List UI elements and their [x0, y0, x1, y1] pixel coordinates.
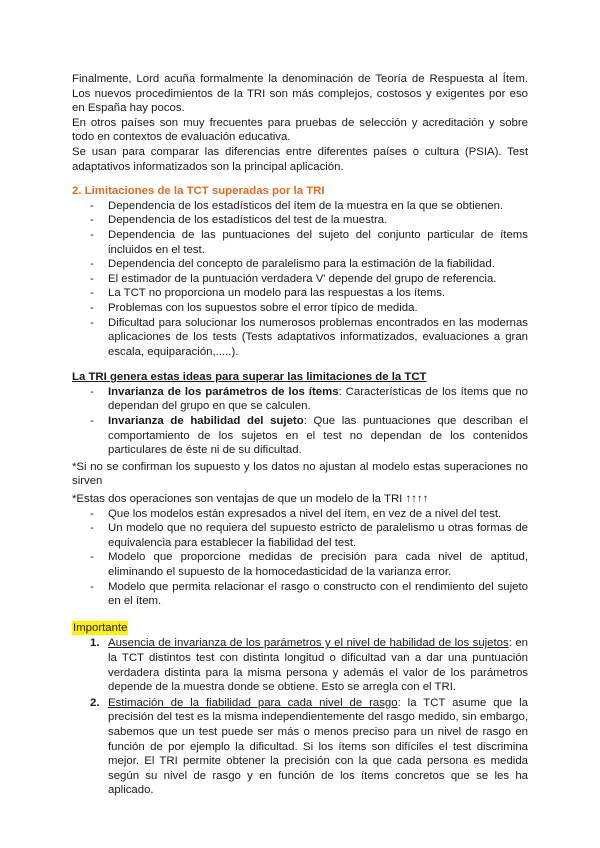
intro-paragraph: Se usan para comparar las diferencias entre diferentes países o cultura (PSIA). Test adaptativos informatizados son la principal aplicación. — [72, 145, 528, 173]
item-number: 1. — [90, 637, 100, 650]
list-item: - Un modelo que no requiera del supuesto estricto de paralelismo u otras formas de equivalencia para establecer la fiabilidad del test. — [72, 521, 528, 550]
list-item: - Dependencia de los estadísticos del test de la muestra. — [72, 213, 528, 228]
importante-label: Importante — [73, 621, 128, 634]
list-item: - Dependencia de los estadísticos del ítem de la muestra en la que se obtienen. — [72, 199, 528, 214]
list-item — [72, 414, 528, 458]
item-text: : la TCT asume que la precisión del test es la misma independientemente del rasgo medido, sin embargo, sabemos que un test puede ser más o menos preciso para un nivel de rasgo en función de por ejemplo la dificultad. Si los ítems son difíciles el test discrimina mejor. El TRI permite obtener la precisión con la que cada persona es medida según su nivel de rasgo y en función de los ítems concretos que se les ha aplicado. — [108, 696, 528, 797]
intro-paragraph: Finalmente, Lord acuña formalmente la denominación de Teoría de Respuesta al Ítem. Los nuevos procedimientos de la TRI son más complejos, costosos y exigentes por eso en España hay pocos. — [72, 73, 528, 115]
importante-list — [72, 636, 528, 798]
list-item — [72, 385, 528, 414]
list-item: - Dependencia del concepto de paralelismo para la estimación de la fiabilidad. — [72, 257, 528, 272]
item-text: : en la TCT distintos test con distinta longitud o dificultad van a dar una puntuación verdadera distinta para la misma persona y además el valor de los parámetros depende de la muestra donde se obtiene. Esto se arregla con el TRI. — [108, 637, 529, 694]
importante-section — [72, 621, 528, 636]
term-description: : Que las puntuaciones que describan el comportamiento de los sujetos en el test no dependan de los contenidos particulares de éste ni de su dificultad. — [108, 415, 528, 457]
tri-ideas-list — [72, 385, 528, 458]
section-heading: 2. Limitaciones de la TCT superadas por la TRI — [72, 185, 325, 198]
list-item: - Problemas con los supuestos sobre el error típico de medida. — [72, 301, 528, 316]
limitations-list — [72, 199, 528, 360]
item-number: 2. — [90, 696, 100, 709]
note: *Estas dos operaciones son ventajas de que un modelo de la TRI ↑↑↑↑ — [72, 493, 429, 506]
intro-section — [72, 72, 528, 174]
list-item: - El estimador de la puntuación verdadera V' depende del grupo de referencia. — [72, 272, 528, 287]
term: Invarianza de los parámetros de los ítems — [108, 385, 339, 398]
list-item: - Dependencia de las puntuaciones del sujeto del conjunto particular de ítems incluidos en el test. — [72, 228, 528, 257]
subsection-heading: La TRI genera estas ideas para superar las limitaciones de la TCT — [72, 371, 427, 384]
note: *Si no se confirman los supuesto y los datos no ajustan al modelo estas superaciones no sirven — [72, 460, 528, 488]
list-item: - Dificultad para solucionar los numerosos problemas encontrados en las modernas aplicaciones de los tests (Tests adaptativos informatizados, evaluaciones a gran escala, equiparación,.....). — [72, 316, 528, 360]
list-item: - Que los modelos están expresados a nivel del ítem, en vez de a nivel del test. — [72, 507, 528, 522]
item-title: Ausencia de invarianza de los parámetros y el nivel de habilidad de los sujetos — [108, 637, 509, 650]
numbered-item — [72, 636, 528, 694]
intro-paragraph: En otros países son muy frecuentes para pruebas de selección y acreditación y sobre todo en contextos de evaluación educativa. — [72, 116, 528, 144]
list-item: - Modelo que proporcione medidas de precisión para cada nivel de aptitud, eliminando el supuesto de la homocedasticidad de la varianza error. — [72, 550, 528, 579]
document-page — [72, 72, 528, 798]
numbered-item — [72, 696, 528, 798]
term: Invarianza de habilidad del sujeto — [108, 415, 304, 428]
list-item: - La TCT no proporciona un modelo para las respuestas a los ítems. — [72, 286, 528, 301]
item-title: Estimación de la fiabilidad para cada nivel de rasgo — [108, 696, 398, 709]
advantages-list — [72, 507, 528, 609]
term-description: : Características de los ítems que no dependan del grupo en que se calculen. — [108, 385, 528, 413]
list-item: - Modelo que permita relacionar el rasgo o constructo con el rendimiento del sujeto en el ítem. — [72, 580, 528, 609]
